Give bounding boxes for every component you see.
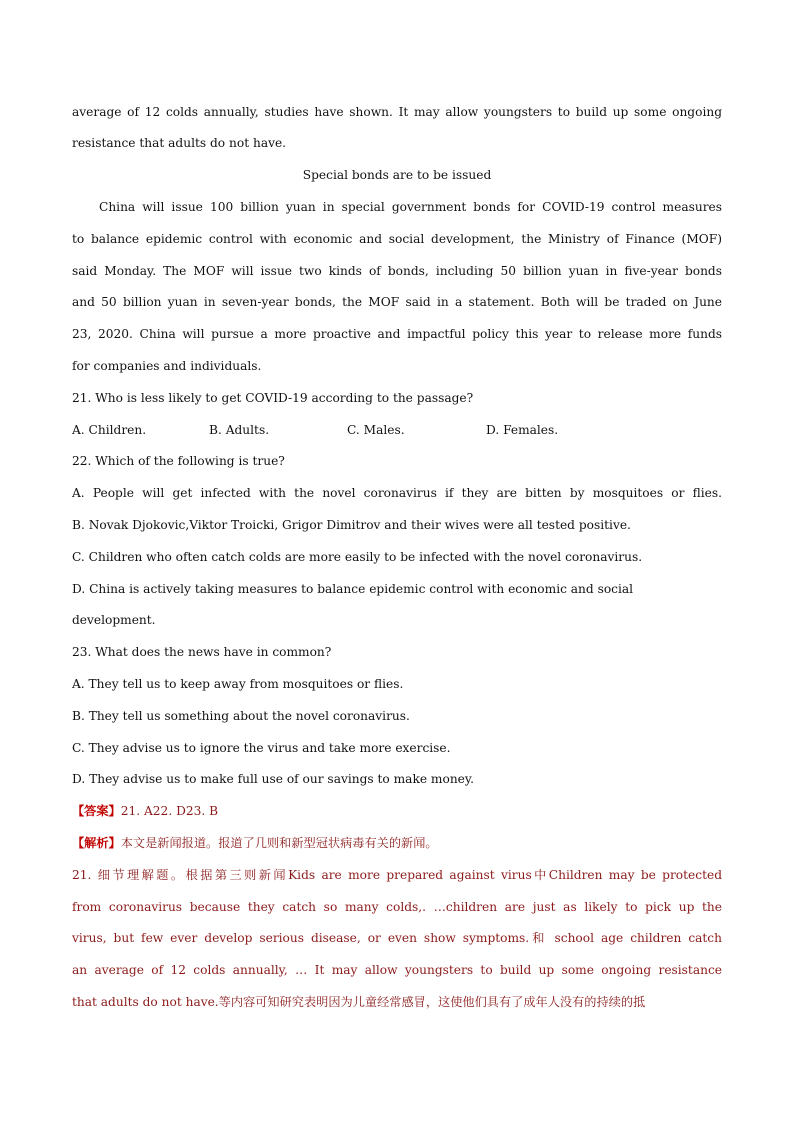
question-23-stem: 23. What does the news have in common?: [72, 645, 332, 659]
passage-line: for companies and individuals.: [72, 359, 262, 373]
analysis-detail-line: that adults do not have.等内容可知研究表明因为儿童经常感冒，这使他们具有了成年人没有的持续的抵: [72, 995, 646, 1009]
answer-text: 21. A22. D23. B: [120, 804, 219, 818]
question-22-stem: 22. Which of the following is true?: [72, 454, 285, 468]
analysis-detail-line: an average of 12 colds annually, … It may allow youngsters to build up some ongoing resistance: [72, 963, 722, 977]
passage-line: average of 12 colds annually, studies have shown. It may allow youngsters to build up some ongoing: [72, 105, 722, 119]
answer-tag: 【答案】: [72, 804, 121, 818]
analysis-detail-line: from coronavirus because they catch so many colds,. …children are just as likely to pick up the: [72, 900, 722, 914]
passage-line: to balance epidemic control with economic and social development, the Ministry of Finance (MOF): [72, 232, 722, 246]
question-23-option-d: D. They advise us to make full use of our savings to make money.: [72, 772, 475, 786]
question-22-option-d-continued: development.: [72, 613, 156, 627]
section-heading: Special bonds are to be issued: [302, 168, 492, 182]
analysis-text: 本文是新闻报道。报道了几则和新型冠状病毒有关的新闻。: [120, 836, 438, 850]
option-b: B. Adults.: [209, 423, 270, 437]
question-22-option-a: A. People will get infected with the novel coronavirus if they are bitten by mosquitoes or flies.: [72, 486, 722, 500]
option-c: C. Males.: [347, 423, 405, 437]
analysis-tag: 【解析】: [72, 836, 121, 850]
passage-line: 23, 2020. China will pursue a more proactive and impactful policy this year to release more funds: [72, 327, 722, 341]
answer-line: [72, 803, 722, 819]
question-22-option-c: C. Children who often catch colds are more easily to be infected with the novel coronavirus.: [72, 550, 643, 564]
passage-line: and 50 billion yuan in seven-year bonds, the MOF said in a statement. Both will be traded on June: [72, 295, 722, 309]
question-23-option-a: A. They tell us to keep away from mosquitoes or flies.: [72, 677, 404, 691]
option-d: D. Females.: [486, 423, 559, 437]
passage-line: China will issue 100 billion yuan in special government bonds for COVID-19 control measures: [99, 200, 722, 214]
question-21-stem: 21. Who is less likely to get COVID-19 according to the passage?: [72, 391, 474, 405]
analysis-detail-line: virus, but few ever develop serious disease, or even show symptoms.和 school age children catch: [72, 931, 722, 945]
question-22-option-d: D. China is actively taking measures to balance epidemic control with economic and social: [72, 582, 634, 596]
question-23-option-b: B. They tell us something about the novel coronavirus.: [72, 709, 410, 723]
passage-line: said Monday. The MOF will issue two kinds of bonds, including 50 billion yuan in five-year bonds: [72, 264, 722, 278]
question-21-options: [72, 422, 722, 438]
passage-line: resistance that adults do not have.: [72, 136, 287, 150]
analysis-detail-line: 21. 细节理解题。根据第三则新闻Kids are more prepared against virus中Children may be protected: [72, 868, 722, 882]
question-22-option-b: B. Novak Djokovic,Viktor Troicki, Grigor Dimitrov and their wives were all tested positive.: [72, 518, 631, 532]
analysis-line: [72, 835, 722, 851]
option-a: A. Children.: [72, 423, 147, 437]
question-23-option-c: C. They advise us to ignore the virus and take more exercise.: [72, 741, 451, 755]
